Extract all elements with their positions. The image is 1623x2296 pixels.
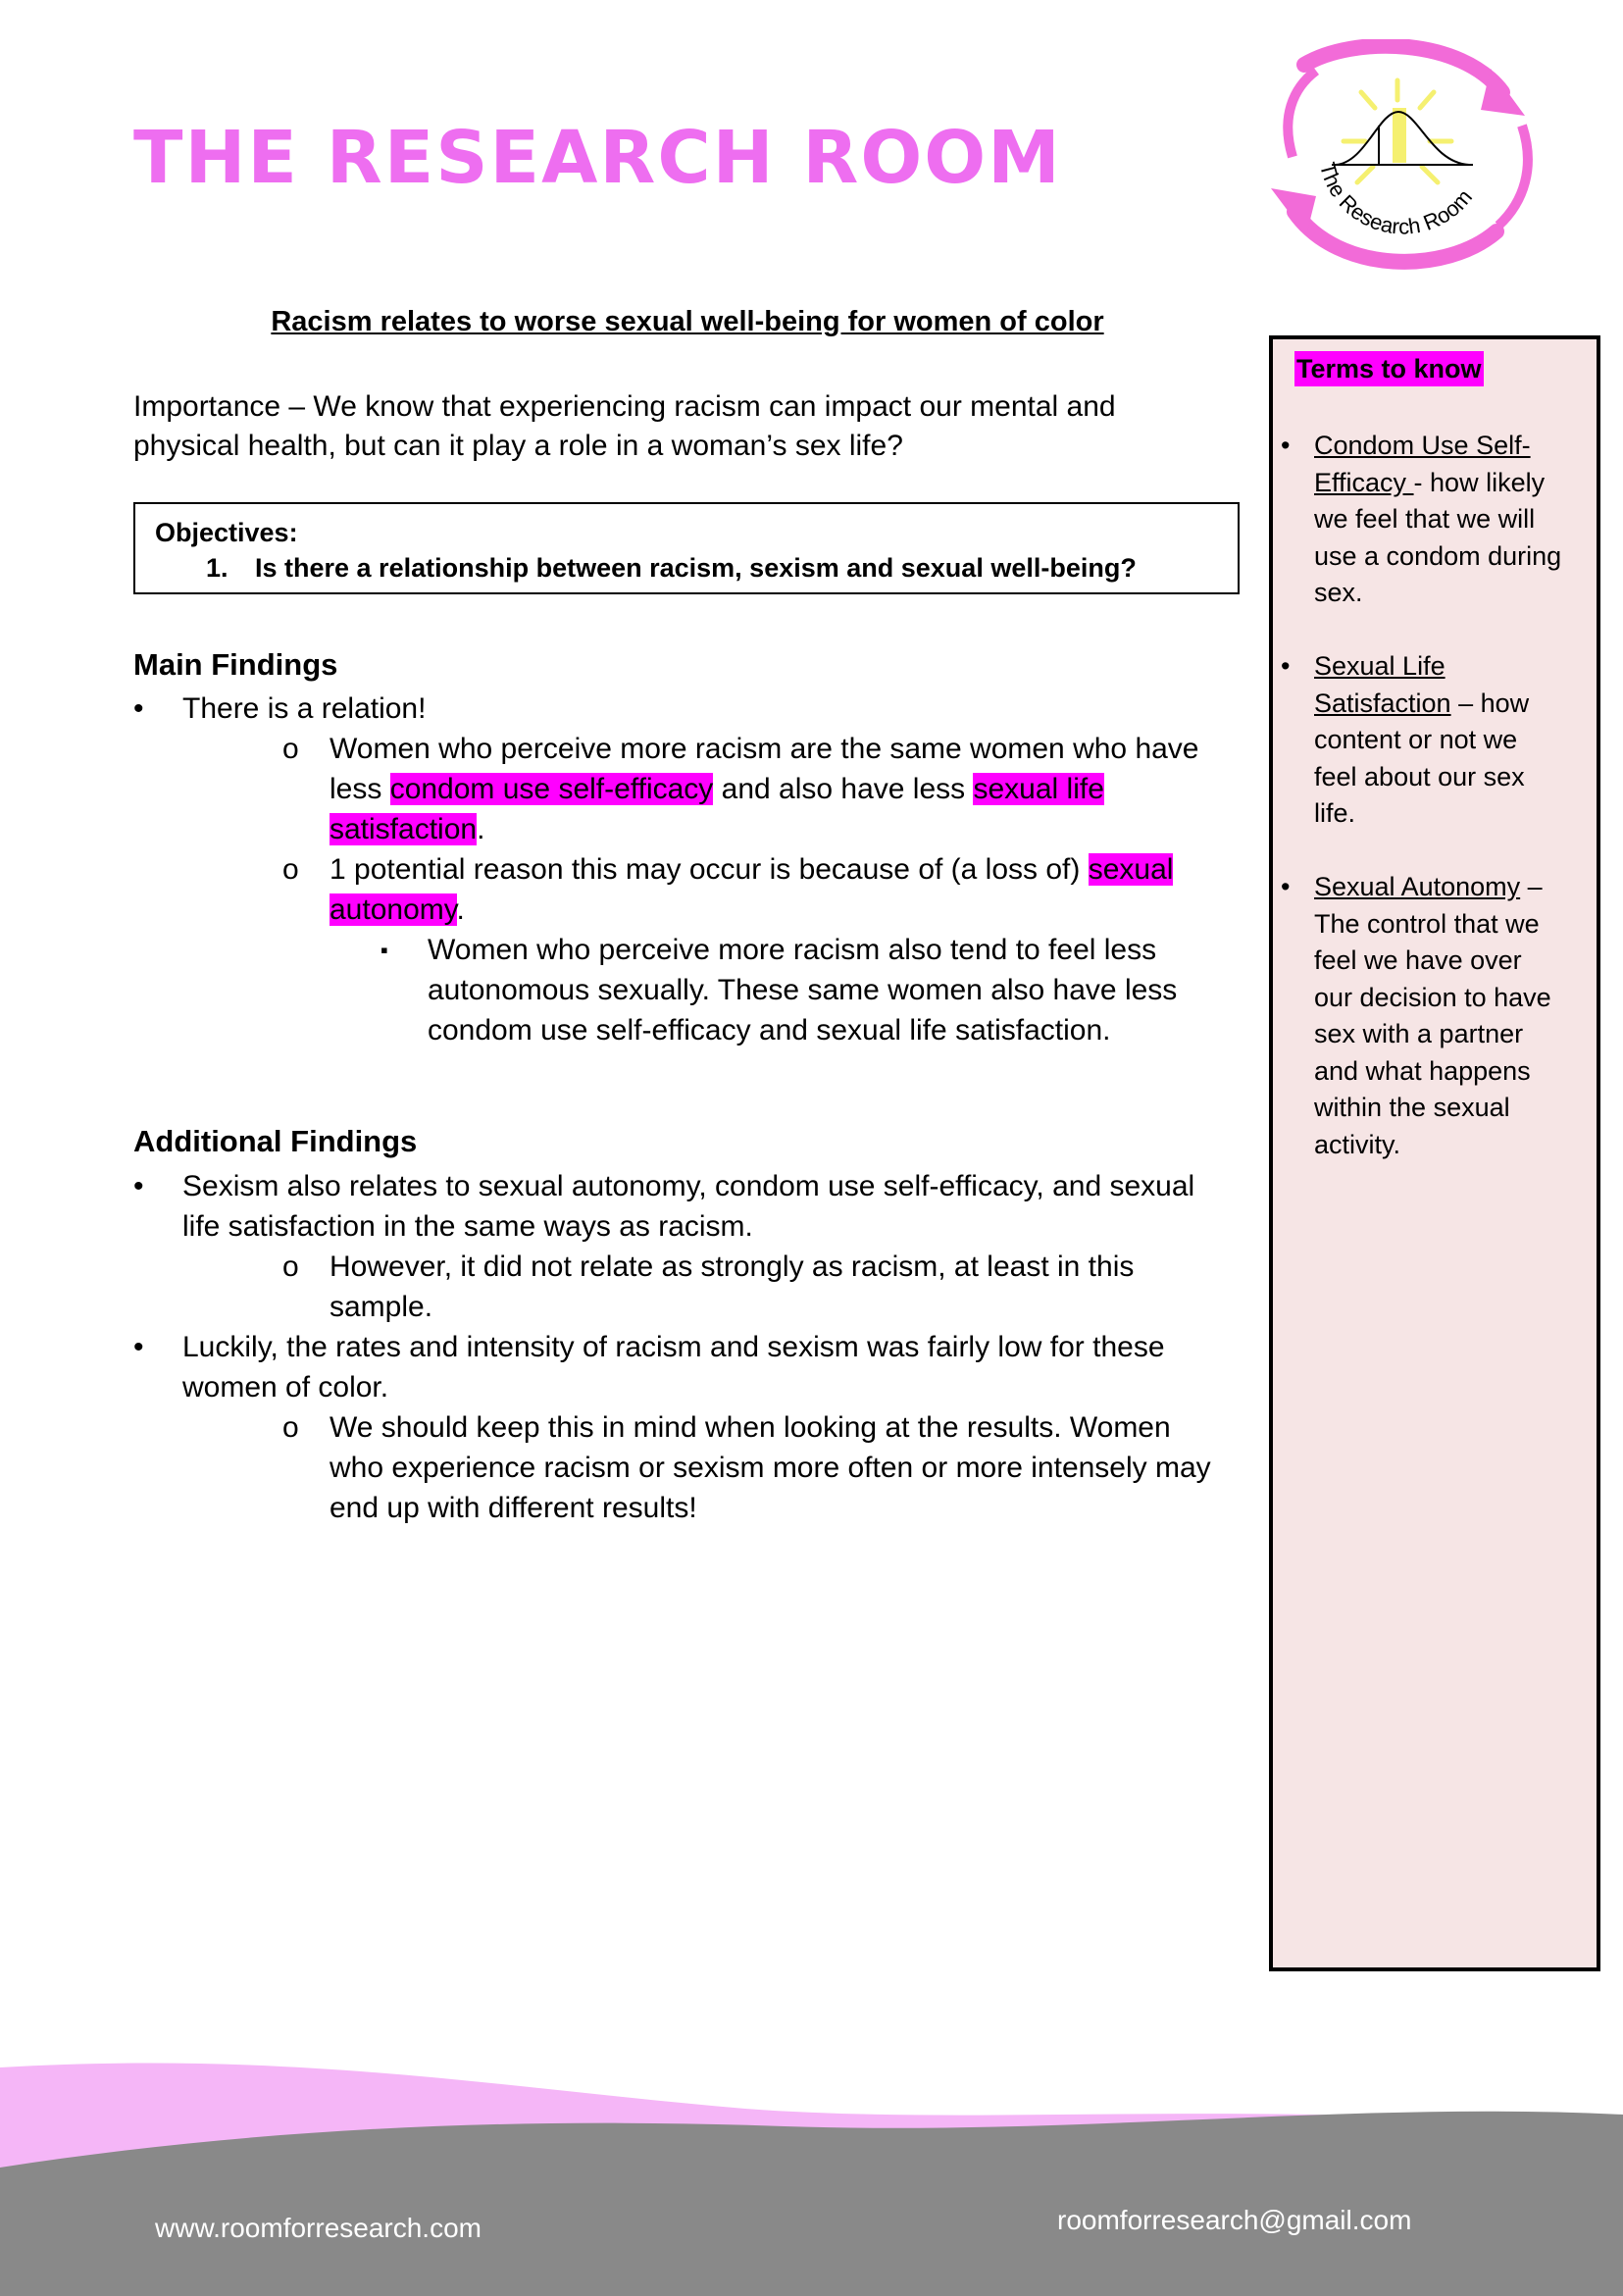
bullet-icon: • bbox=[1281, 651, 1291, 681]
sub-bullet-icon: o bbox=[282, 1411, 299, 1444]
highlight-sexual: sexual bbox=[1088, 853, 1174, 886]
footer-wave bbox=[0, 2040, 1623, 2296]
highlight-sexual-life: sexual life bbox=[973, 773, 1104, 805]
email-link[interactable]: roomforresearch@gmail.com bbox=[1057, 2205, 1412, 2235]
term-sexual-autonomy: Sexual Autonomy – The control that we feel we have over our decision to have sex with a partner and what happens within the sexual activity. bbox=[1314, 872, 1551, 1159]
highlight-satisfaction: satisfaction bbox=[330, 813, 478, 845]
main-finding-sub2: 1 potential reason this may occur is because of (a loss of) sexual autonomy. bbox=[330, 853, 1174, 926]
page-title: THE RESEARCH ROOM bbox=[133, 116, 1062, 200]
article-title: Racism relates to worse sexual well-being for women of color bbox=[271, 306, 1104, 337]
bullet-icon: • bbox=[1281, 431, 1291, 460]
bullet-icon: • bbox=[133, 1331, 144, 1363]
additional-finding-sub1: However, it did not relate as strongly as racism, at least in this sample. bbox=[330, 1250, 1135, 1323]
bullet-icon: • bbox=[133, 1170, 144, 1202]
term-condom-use-self-efficacy: Condom Use Self- Efficacy - how likely we feel that we will use a condom during sex. bbox=[1314, 431, 1562, 607]
additional-finding-sub2: We should keep this in mind when looking at the results. Women who experience racism or sexism more often or more intensely may end up with different results! bbox=[330, 1411, 1211, 1524]
svg-text:The Research Room: The Research Room bbox=[1314, 159, 1477, 239]
sub-bullet-icon: o bbox=[282, 733, 299, 765]
main-finding-bullet: There is a relation! bbox=[182, 692, 427, 725]
objectives-heading: Objectives: bbox=[155, 518, 298, 547]
website-link[interactable]: www.roomforresearch.com bbox=[155, 2213, 482, 2243]
highlight-condom-efficacy: condom use self-efficacy bbox=[389, 773, 714, 805]
term-sexual-life-satisfaction: Sexual Life Satisfaction – how content or not we feel about our sex life. bbox=[1314, 651, 1530, 828]
additional-finding-bullet2: Luckily, the rates and intensity of racism and sexism was fairly low for these women of color. bbox=[182, 1331, 1165, 1403]
square-bullet-icon: ▪ bbox=[380, 938, 388, 962]
objectives-box bbox=[133, 502, 1240, 594]
main-finding-sub1: Women who perceive more racism are the same women who have less condom use self-efficacy and also have less sexual life satisfaction. bbox=[330, 733, 1199, 845]
light-bulb-icon bbox=[1393, 108, 1406, 163]
sub-bullet-icon: o bbox=[282, 853, 299, 886]
main-findings-heading: Main Findings bbox=[133, 647, 338, 682]
objective-item: 1. Is there a relationship between racism, sexism and sexual well-being? bbox=[206, 553, 1137, 583]
bullet-icon: • bbox=[133, 692, 144, 725]
bullet-icon: • bbox=[1281, 872, 1291, 901]
main-finding-subsub: Women who perceive more racism also tend to feel less autonomous sexually. These same women also have less condom use self-efficacy and sexual life satisfaction. bbox=[428, 934, 1178, 1046]
additional-finding-bullet1: Sexism also relates to sexual autonomy, condom use self-efficacy, and sexual life satisfaction in the same ways as racism. bbox=[182, 1170, 1195, 1243]
research-room-logo bbox=[1245, 39, 1559, 275]
highlight-autonomy: autonomy bbox=[330, 893, 457, 926]
sub-bullet-icon: o bbox=[282, 1250, 299, 1283]
terms-sidebar bbox=[1269, 335, 1600, 1971]
importance-paragraph: Importance – We know that experiencing racism can impact our mental and physical health, but can it play a role in a woman’s sex life? bbox=[133, 390, 1116, 462]
additional-findings-heading: Additional Findings bbox=[133, 1124, 418, 1158]
terms-heading: Terms to know bbox=[1294, 351, 1484, 386]
